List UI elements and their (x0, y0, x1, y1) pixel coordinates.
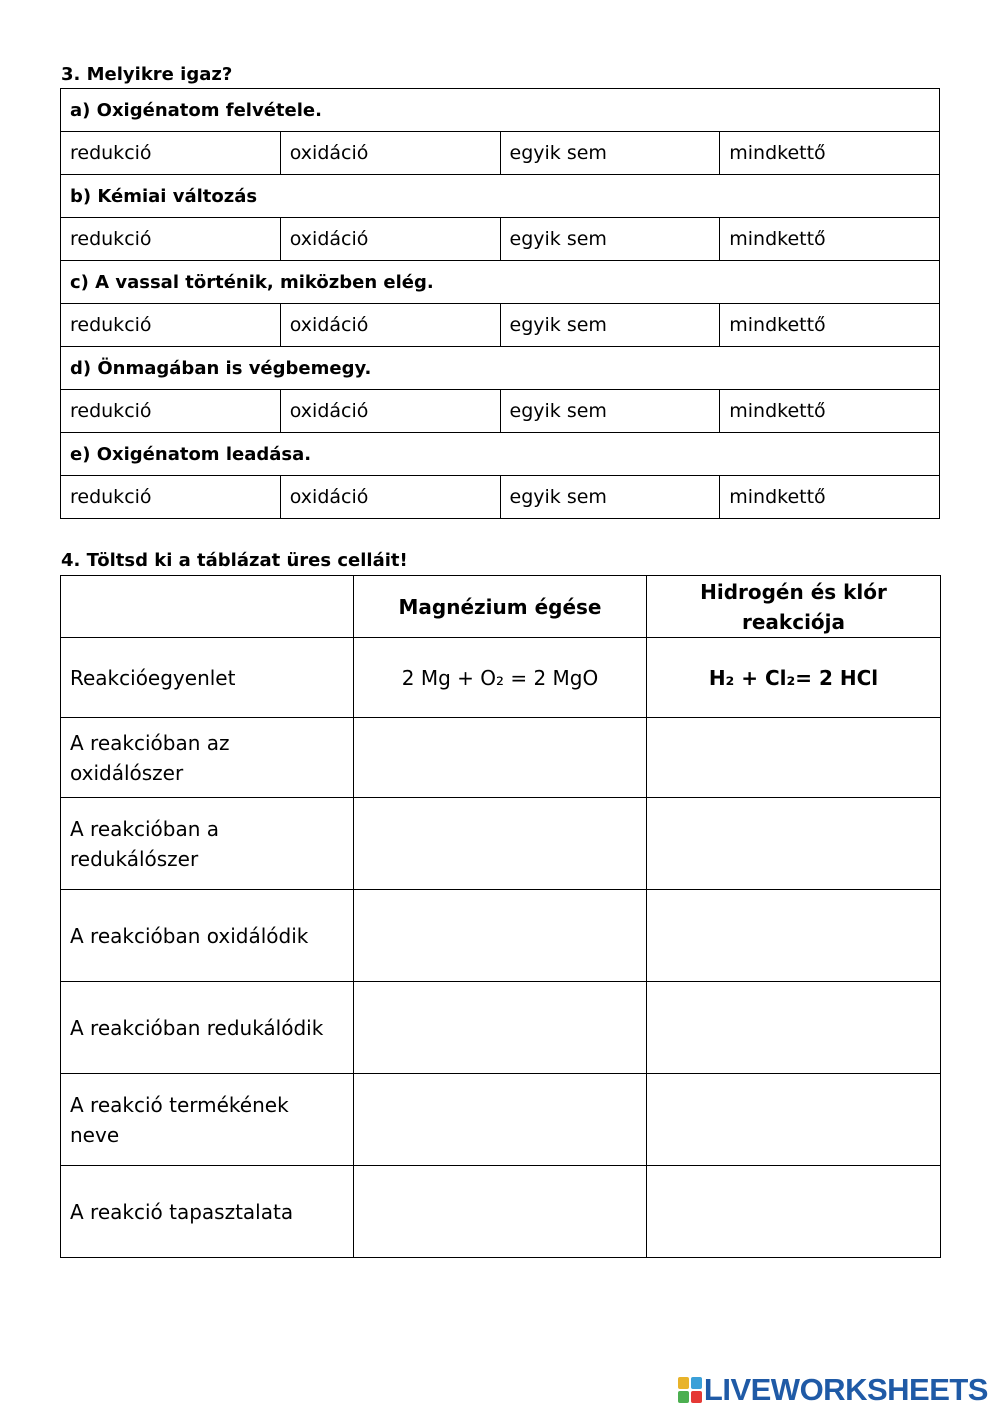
option-neither[interactable]: egyik sem (500, 304, 720, 347)
logo-square (691, 1391, 702, 1403)
brand-text: LIVEWORKSHEETS (703, 1372, 988, 1407)
option-neither[interactable]: egyik sem (500, 132, 720, 175)
row-label-oxidizer: A reakcióban az oxidálószer (61, 718, 354, 798)
question-3-title: 3. Melyikre igaz? (61, 64, 233, 85)
option-neither[interactable]: egyik sem (500, 390, 720, 433)
option-reduction[interactable]: redukció (61, 476, 281, 519)
option-both[interactable]: mindkettő (720, 476, 940, 519)
logo-square (678, 1377, 689, 1389)
option-neither[interactable]: egyik sem (500, 476, 720, 519)
header-hydrogen-chlorine-line2: reakciója (741, 609, 846, 634)
option-oxidation[interactable]: oxidáció (280, 218, 500, 261)
item-d: d) Önmagában is végbemegy. (61, 347, 940, 390)
question-3-table (60, 88, 940, 519)
option-both[interactable]: mindkettő (720, 390, 940, 433)
option-both[interactable]: mindkettő (720, 132, 940, 175)
logo-square (678, 1391, 689, 1403)
equation-hydrogen-chlorine: H₂ + Cl₂= 2 HCl (647, 638, 941, 718)
logo-square (691, 1377, 702, 1389)
equation-magnesium: 2 Mg + O₂ = 2 MgO (354, 638, 647, 718)
header-empty-cell (61, 576, 354, 638)
question-4-table (60, 575, 941, 1258)
row-label-reduced: A reakcióban redukálódik (61, 982, 354, 1074)
answer-cell[interactable] (647, 1074, 941, 1166)
option-oxidation[interactable]: oxidáció (280, 304, 500, 347)
option-both[interactable]: mindkettő (720, 218, 940, 261)
liveworksheets-logo-icon (678, 1377, 702, 1403)
item-e: e) Oxigénatom leadása. (61, 433, 940, 476)
answer-cell[interactable] (647, 798, 941, 890)
item-a: a) Oxigénatom felvétele. (61, 89, 940, 132)
option-oxidation[interactable]: oxidáció (280, 476, 500, 519)
answer-cell[interactable] (354, 718, 647, 798)
option-reduction[interactable]: redukció (61, 218, 281, 261)
option-reduction[interactable]: redukció (61, 304, 281, 347)
header-hydrogen-chlorine-line1: Hidrogén és klór (700, 579, 887, 604)
question-4-title: 4. Töltsd ki a táblázat üres celláit! (61, 550, 408, 571)
answer-cell[interactable] (354, 982, 647, 1074)
answer-cell[interactable] (647, 890, 941, 982)
item-b: b) Kémiai változás (61, 175, 940, 218)
header-hydrogen-chlorine (647, 576, 941, 638)
option-both[interactable]: mindkettő (720, 304, 940, 347)
option-reduction[interactable]: redukció (61, 132, 281, 175)
answer-cell[interactable] (647, 1166, 941, 1258)
row-label-product-name: A reakció termékének neve (61, 1074, 354, 1166)
answer-cell[interactable] (354, 798, 647, 890)
liveworksheets-brand (678, 1372, 988, 1408)
option-reduction[interactable]: redukció (61, 390, 281, 433)
item-c: c) A vassal történik, miközben elég. (61, 261, 940, 304)
option-oxidation[interactable]: oxidáció (280, 132, 500, 175)
row-label-equation: Reakcióegyenlet (61, 638, 354, 718)
row-label-reducer: A reakcióban a redukálószer (61, 798, 354, 890)
option-neither[interactable]: egyik sem (500, 218, 720, 261)
answer-cell[interactable] (354, 1166, 647, 1258)
answer-cell[interactable] (354, 890, 647, 982)
answer-cell[interactable] (647, 982, 941, 1074)
row-label-observation: A reakció tapasztalata (61, 1166, 354, 1258)
answer-cell[interactable] (354, 1074, 647, 1166)
row-label-oxidized: A reakcióban oxidálódik (61, 890, 354, 982)
answer-cell[interactable] (647, 718, 941, 798)
header-magnesium: Magnézium égése (354, 576, 647, 638)
option-oxidation[interactable]: oxidáció (280, 390, 500, 433)
